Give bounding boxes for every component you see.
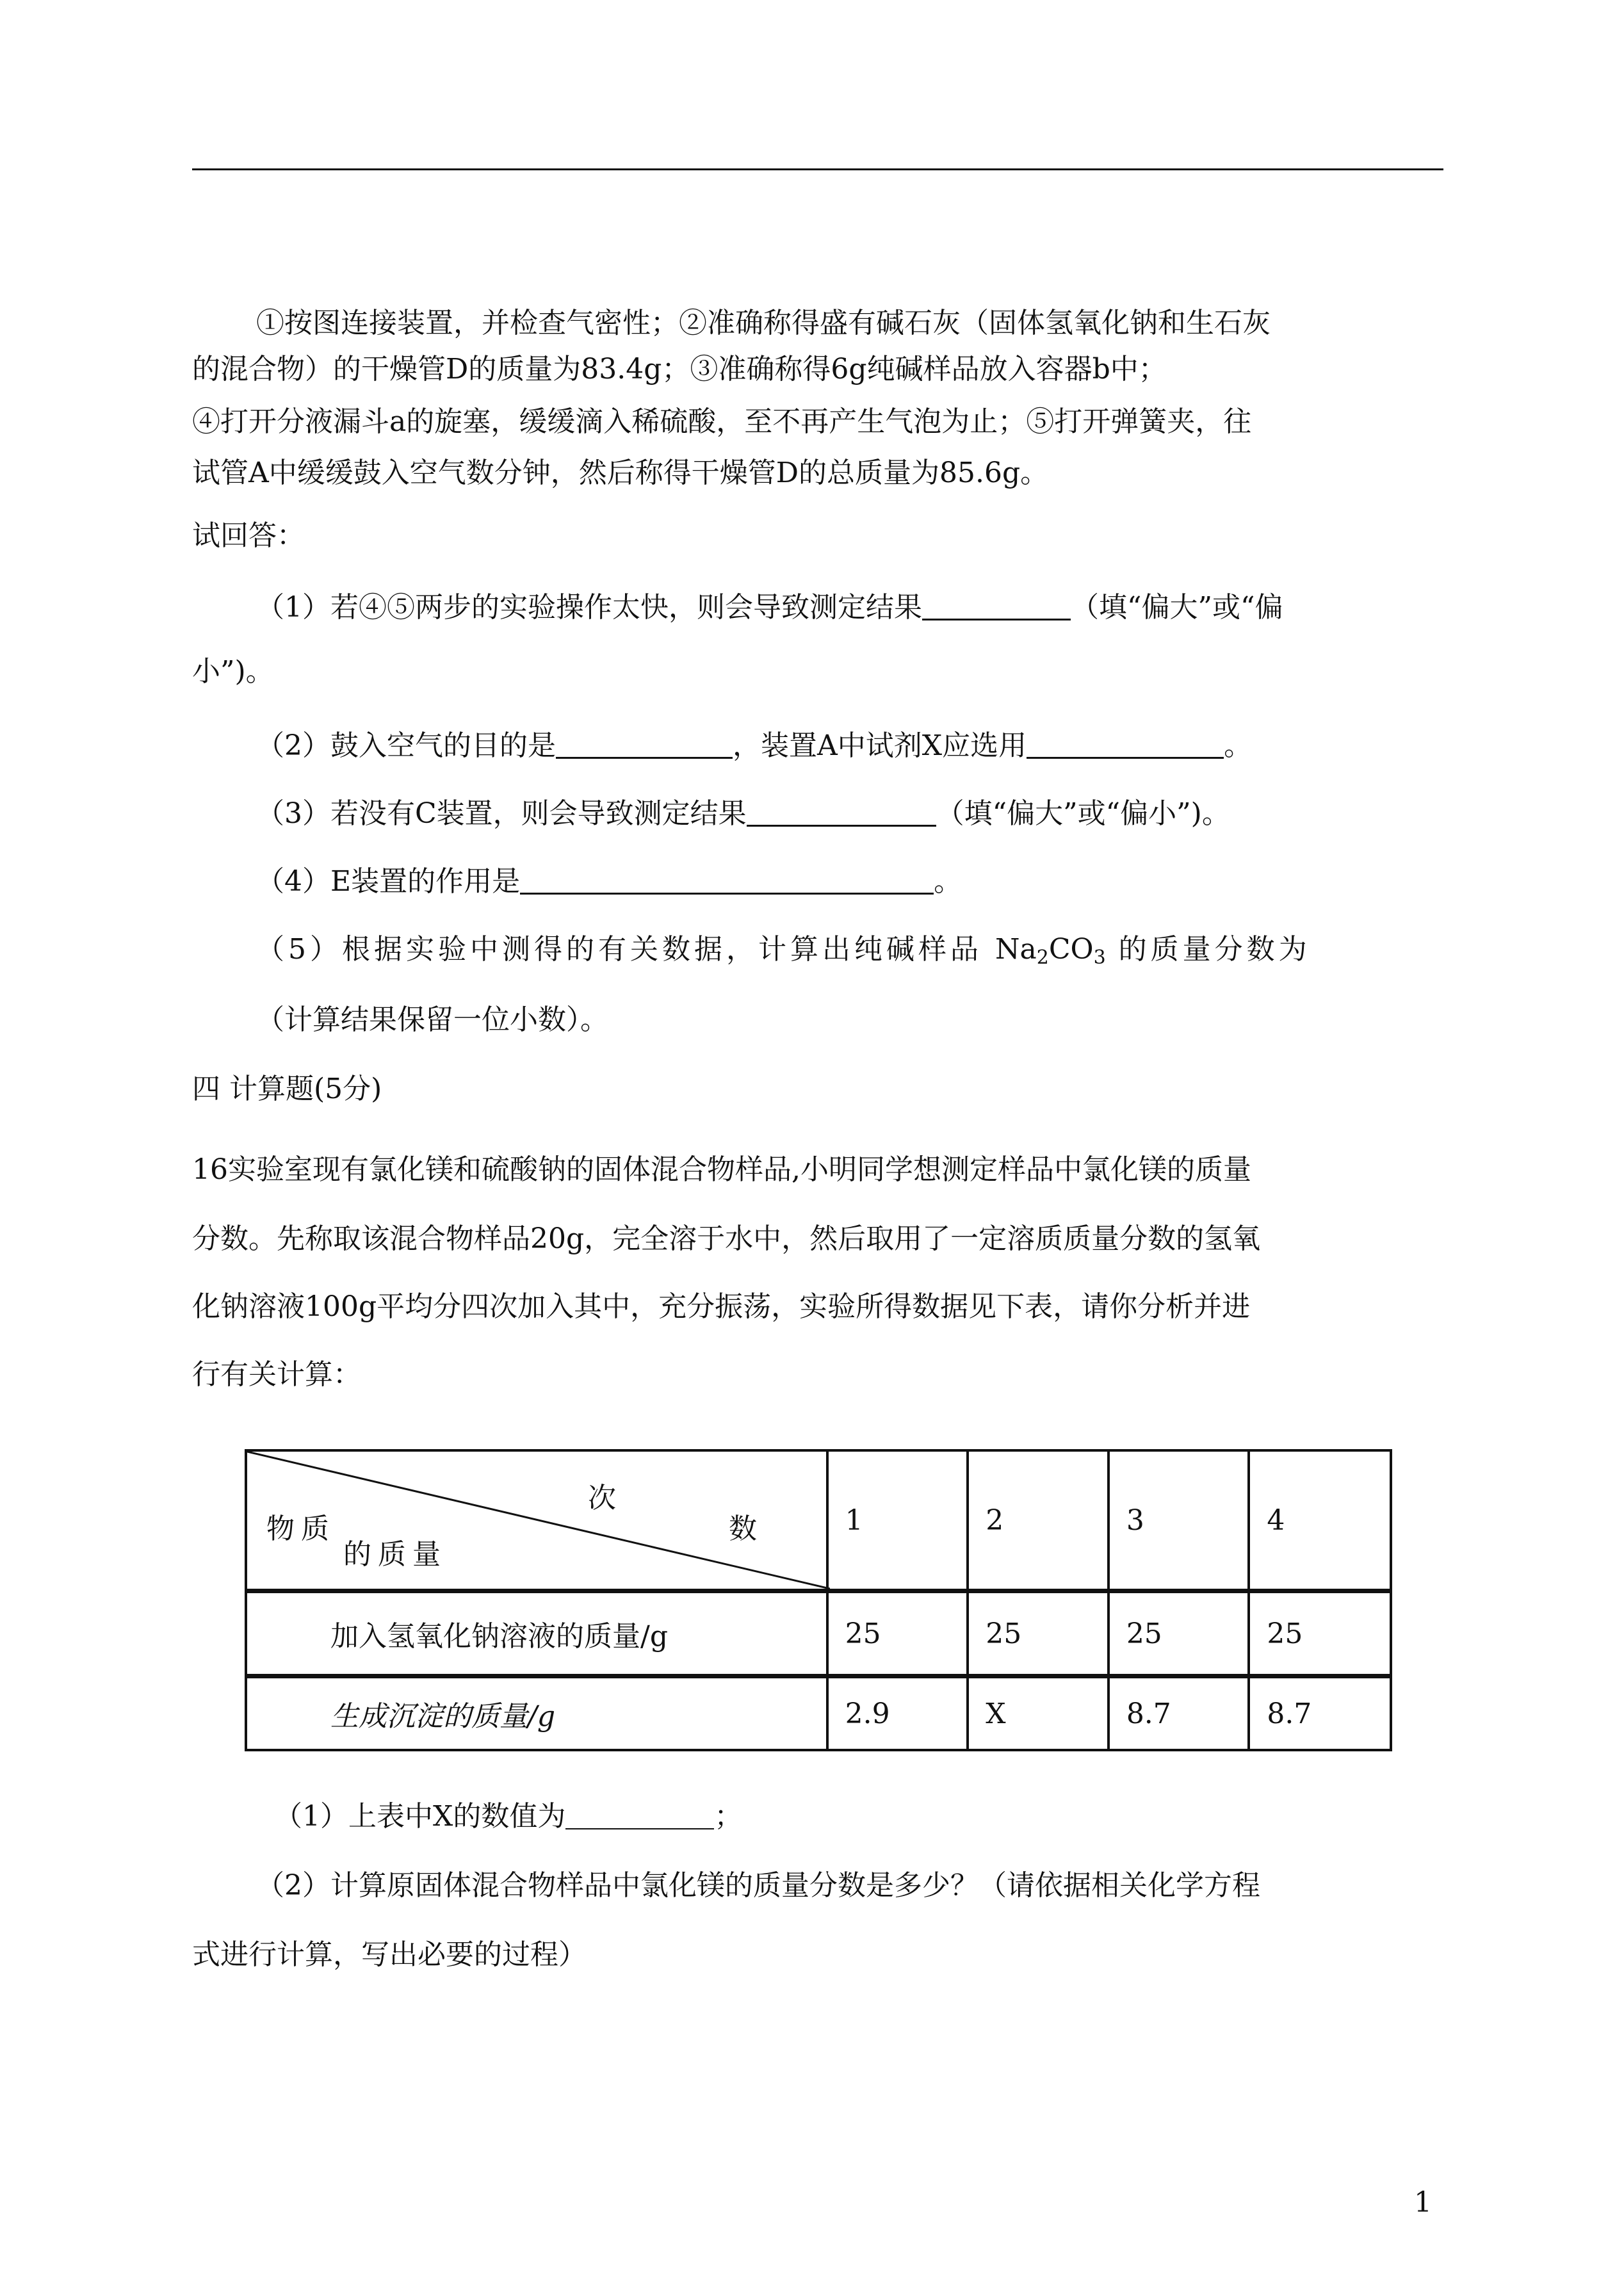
- p16-q1-answer-blank[interactable]: [565, 1803, 714, 1829]
- p16-question-2-line-1: （2）计算原固体混合物样品中氯化镁的质量分数是多少？（请依据相关化学方程: [256, 1869, 1260, 1902]
- table-cell: 8.7: [1249, 1676, 1391, 1751]
- question-2: [256, 722, 1252, 763]
- column-header: 1: [827, 1450, 968, 1591]
- q3-text-b: （填“偏大”或“偏小”)。: [936, 797, 1230, 830]
- q2-text-a: （2）鼓入空气的目的是: [256, 729, 556, 762]
- table-cell: 8.7: [1108, 1676, 1249, 1751]
- q3-answer-blank[interactable]: [747, 799, 936, 827]
- answer-prompt: 试回答：: [192, 519, 305, 552]
- q1-answer-blank[interactable]: [922, 593, 1071, 620]
- q2-text-b: ，装置A中试剂X应选用: [733, 729, 1027, 762]
- problem16-line-2: 分数。先称取该混合物样品20g，完全溶于水中，然后取用了一定溶质质量分数的氢氧: [192, 1222, 1261, 1255]
- page-number: 1: [1414, 2186, 1432, 2219]
- q2-answer-blank-1[interactable]: [556, 731, 733, 759]
- header-rule: [192, 168, 1443, 170]
- q4-text-a: （4）E装置的作用是: [256, 865, 521, 898]
- table-cell: 25: [827, 1591, 968, 1676]
- q3-text-a: （3）若没有C装置，则会导致测定结果: [256, 797, 747, 830]
- column-header: 2: [968, 1450, 1108, 1591]
- q5-text-c: （计算结果保留一位小数）。: [256, 1003, 608, 1036]
- q5-text-a: （5）根据实验中测得的有关数据，计算出纯碱样品: [256, 933, 982, 966]
- procedure-line-3: ④打开分液漏斗a的旋塞，缓缓滴入稀硫酸，至不再产生气泡为止；⑤打开弹簧夹，往: [192, 405, 1252, 438]
- row-label: 加入氢氧化钠溶液的质量/g: [246, 1591, 827, 1676]
- table-cell: 2.9: [827, 1676, 968, 1751]
- table-row: [246, 1676, 1391, 1751]
- table-cell: X: [968, 1676, 1108, 1751]
- table-header-row: [246, 1450, 1391, 1591]
- p16-question-1: [274, 1793, 742, 1834]
- question-1: [256, 584, 1283, 625]
- problem16-line-4: 行有关计算：: [192, 1358, 361, 1391]
- header-top-1: 次: [588, 1482, 616, 1514]
- header-top-2: 数: [729, 1512, 757, 1545]
- table-cell: 25: [968, 1591, 1108, 1676]
- procedure-line-2: 的混合物）的干燥管D的质量为83.4g；③准确称得6g纯碱样品放入容器b中；: [192, 353, 1167, 385]
- q5-text-b: 的质量分数为: [1118, 933, 1311, 966]
- row-label: 生成沉淀的质量/g: [246, 1676, 827, 1751]
- p16-q1-text-a: （1）上表中X的数值为: [274, 1800, 566, 1833]
- q1-text-a: （1）若④⑤两步的实验操作太快，则会导致测定结果: [256, 591, 922, 624]
- table-row: [246, 1591, 1391, 1676]
- problem16-line-1: 16实验室现有氯化镁和硫酸钠的固体混合物样品,小明同学想测定样品中氯化镁的质量: [192, 1153, 1251, 1186]
- table-diagonal-header: [246, 1450, 827, 1591]
- problem16-line-3: 化钠溶液100g平均分四次加入其中，充分振荡，实验所得数据见下表，请你分析并进: [192, 1290, 1251, 1323]
- q4-text-b: 。: [934, 865, 962, 898]
- column-header: 4: [1249, 1450, 1391, 1591]
- procedure-line-4: 试管A中缓缓鼓入空气数分钟，然后称得干燥管D的总质量为85.6g。: [192, 457, 1049, 489]
- table-cell: 25: [1249, 1591, 1391, 1676]
- procedure-line-1: ①按图连接装置，并检查气密性；②准确称得盛有碱石灰（固体氢氧化钠和生石灰: [256, 307, 1271, 339]
- header-bottom-2: 的质量: [343, 1538, 447, 1571]
- p16-question-2-line-2: 式进行计算，写出必要的过程）: [192, 1938, 587, 1971]
- column-header: 3: [1108, 1450, 1249, 1591]
- data-table: [245, 1449, 1392, 1751]
- p16-q1-text-b: ；: [714, 1800, 743, 1833]
- question-3: [256, 790, 1230, 831]
- question-4: [256, 858, 962, 899]
- q2-answer-blank-2[interactable]: [1027, 731, 1224, 759]
- section-4-title: 四 计算题(5分): [192, 1073, 382, 1105]
- q2-text-c: 。: [1224, 729, 1253, 762]
- question-5: [256, 926, 1311, 967]
- q1-text-b: （填“偏大”或“偏: [1071, 591, 1283, 624]
- q1-text-c: 小”)。: [192, 655, 274, 688]
- table-cell: 25: [1108, 1591, 1249, 1676]
- header-bottom-1: 物质: [266, 1512, 336, 1545]
- q5-formula: $Na_2CO_3$: [995, 933, 1106, 969]
- q4-answer-blank[interactable]: [520, 867, 934, 895]
